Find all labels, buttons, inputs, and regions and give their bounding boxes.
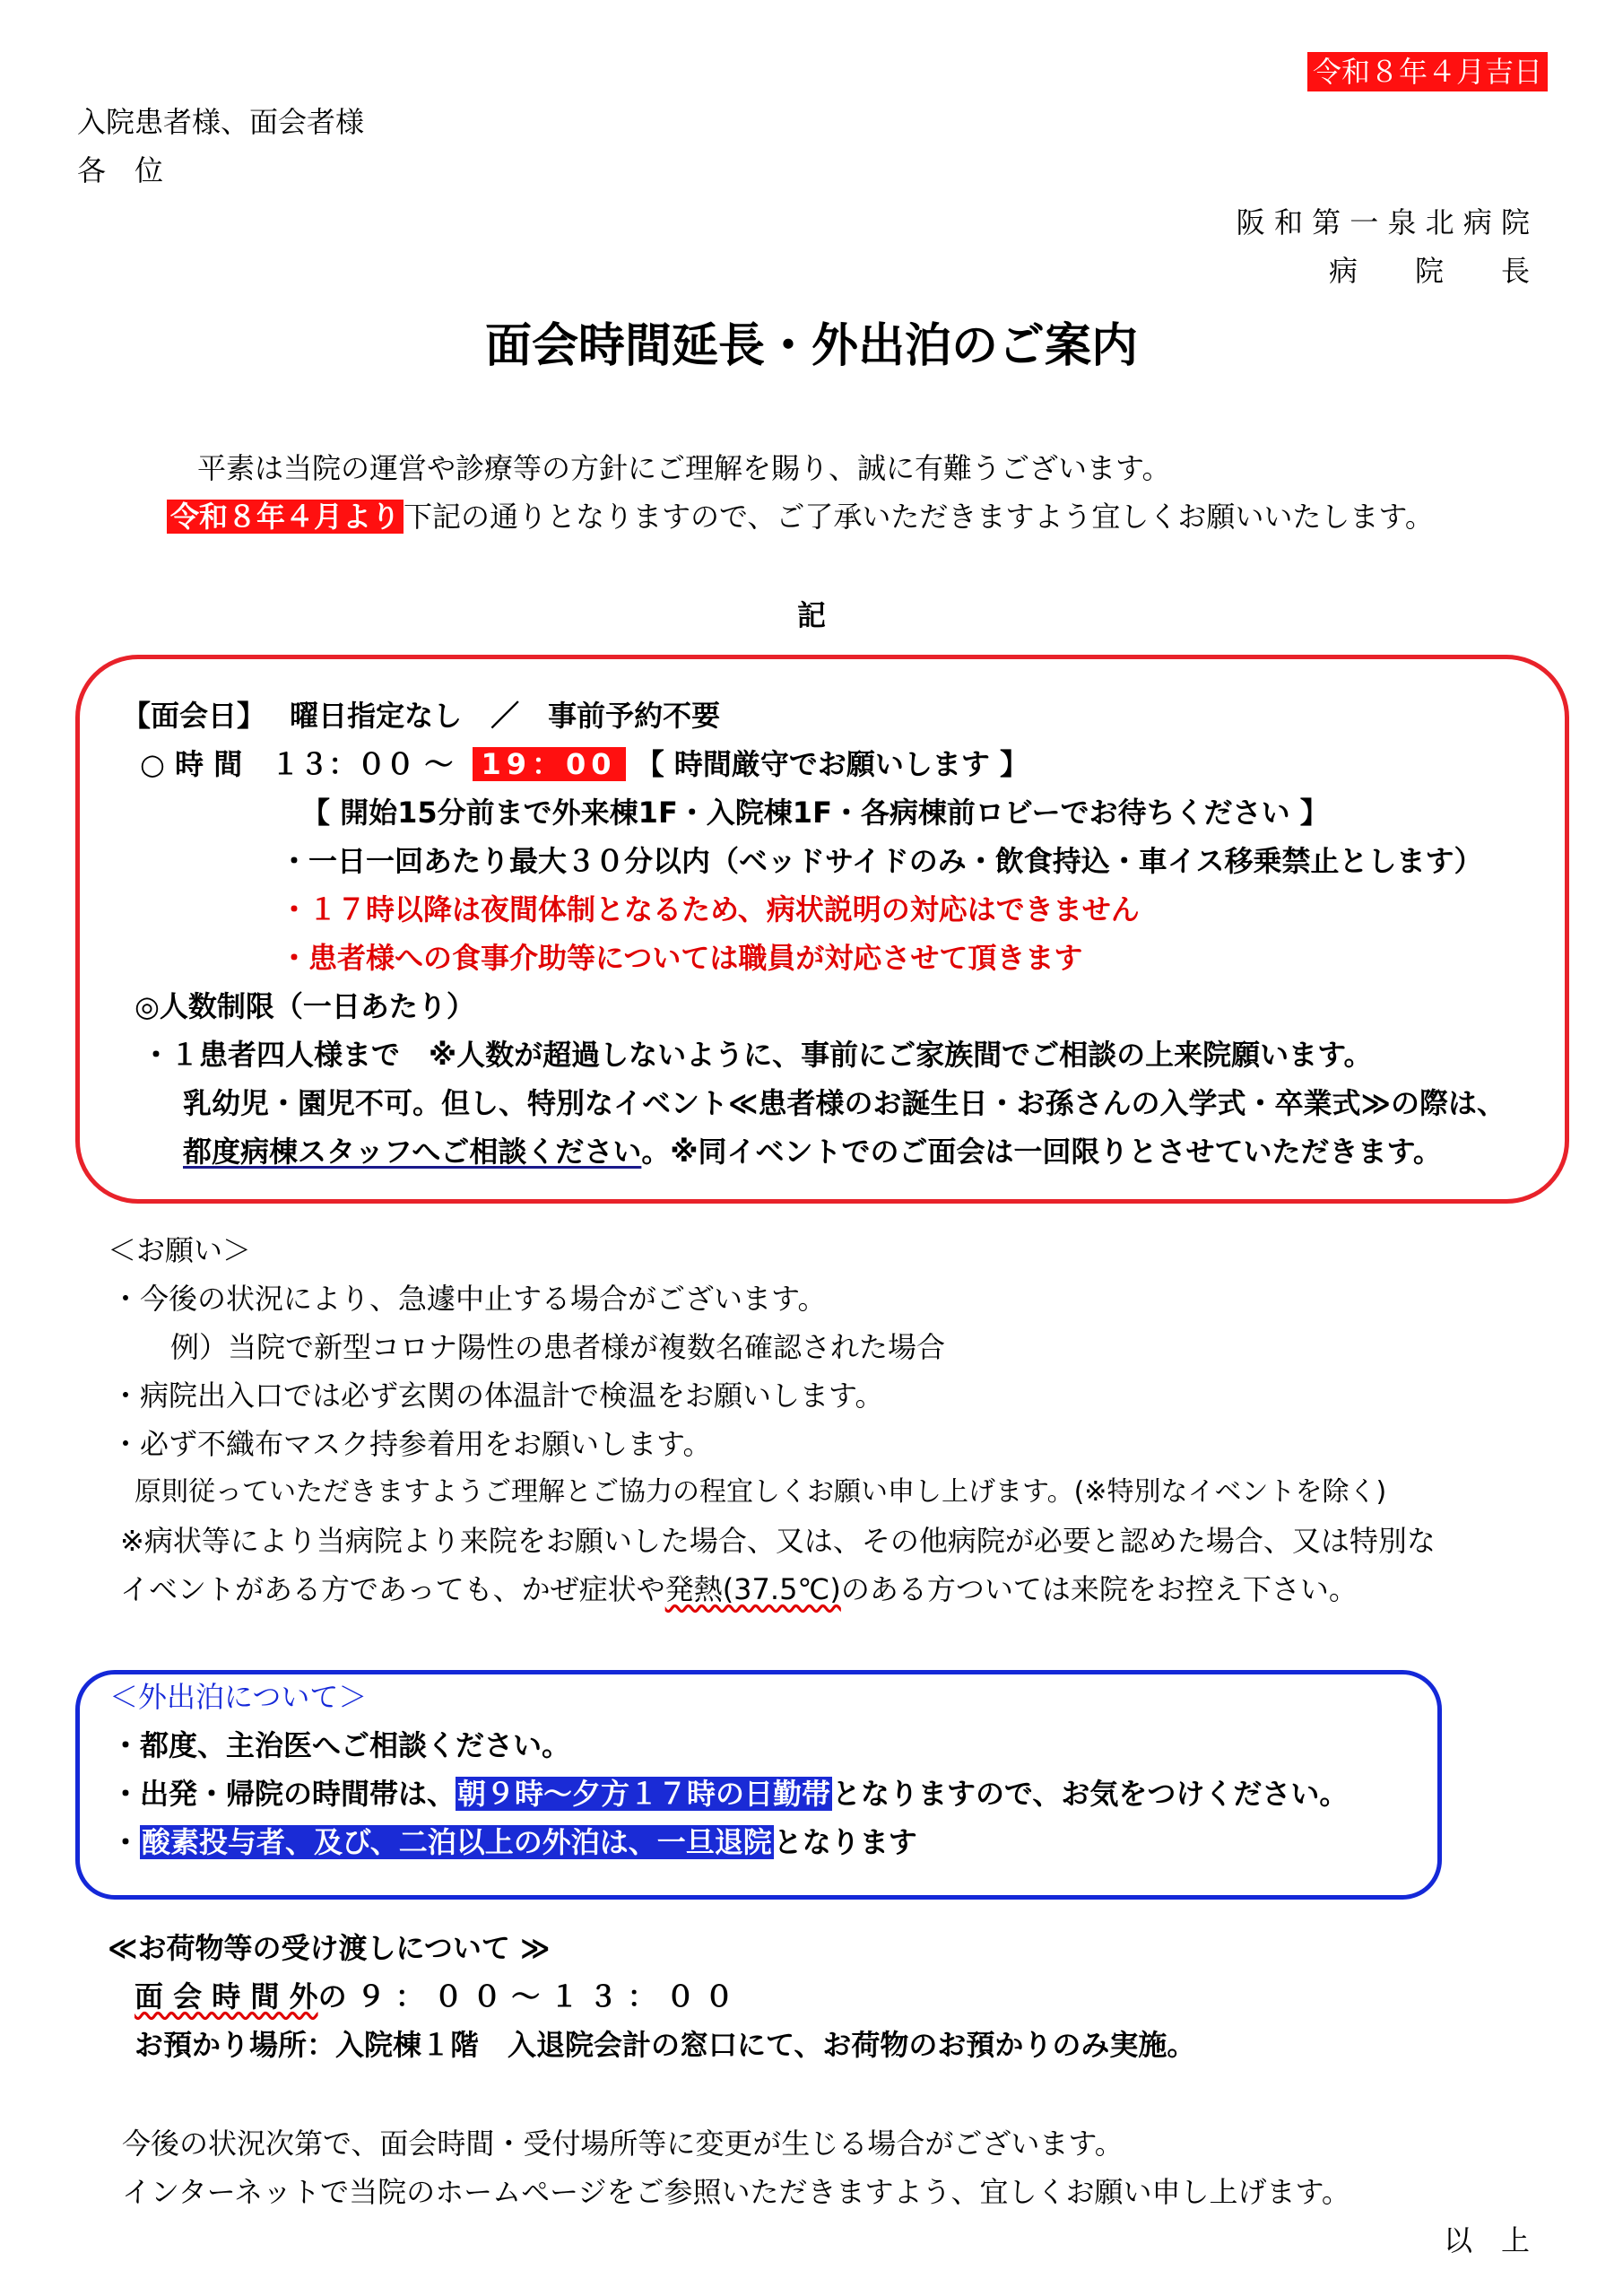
outing-line-1: ・都度、主治医へご相談ください。 — [111, 1728, 571, 1762]
requests-line-3: ・病院出入口では必ず玄関の体温計で検温をお願いします。 — [111, 1378, 884, 1413]
visitor-limit-1: ・１患者四人様まで ※人数が超過しないように、事前にご家族間でご相談の上来院願います。 — [142, 1038, 1373, 1072]
parcel-time-range: の ９ ： ０ ０ ～ １ ３ ： ０ ０ — [317, 1979, 733, 2013]
outing-line-3-pre: ・ — [111, 1825, 141, 1859]
intro-line-2-text: 下記の通りとなりますので、ご了承いただきますよう宜しくお願いいたします。 — [404, 500, 1434, 534]
visit-time-row — [140, 746, 1028, 782]
outing-line-3 — [111, 1824, 917, 1860]
recipient-line-1: 入院患者様、面会者様 — [77, 105, 365, 139]
ki-mark: 記 — [796, 598, 826, 632]
visitor-limit-2: 乳幼児・園児不可。但し、特別なイベント≪患者様のお誕生日・お孫さんの入学式・卒業式≫の際は、 — [183, 1086, 1506, 1120]
parcel-time — [135, 1979, 733, 2014]
intro-date-highlight: 令和８年４月より — [167, 500, 404, 534]
requests-line-2: 例）当院で新型コロナ陽性の患者様が複数名確認された場合 — [170, 1330, 946, 1364]
requests-line-7-pre: イベントがある方であっても、かぜ症状や — [120, 1572, 665, 1606]
visit-days: 【面会日】 曜日指定なし ／ 事前予約不要 — [122, 699, 721, 733]
closing-line-1: 今後の状況次第で、面会時間・受付場所等に変更が生じる場合がございます。 — [122, 2126, 1124, 2161]
visitor-limit-3 — [183, 1134, 1442, 1170]
visit-time-start: ○ 時 間 １３：００ ～ — [140, 747, 454, 781]
visit-bullet-meal: ・患者様への食事介助等については職員が対応させて頂きます — [280, 941, 1083, 975]
outing-heading: ＜外出泊について＞ — [109, 1680, 368, 1714]
visit-bullet-duration: ・一日一回あたり最大３０分以内（ベッドサイドのみ・飲食持込・車イス移乗禁止とします） — [280, 844, 1483, 878]
requests-line-5: 原則従っていただきますようご理解とご協力の程宜しくお願い申し上げます。(※特別なイベントを除く) — [135, 1476, 1387, 1508]
outing-line-2-pre: ・出発・帰院の時間帯は、 — [111, 1777, 456, 1811]
requests-line-7 — [120, 1571, 1358, 1607]
visit-rules-box — [75, 655, 1569, 1204]
parcel-heading: ≪お荷物等の受け渡しについて ≫ — [108, 1931, 551, 1965]
intro-line-1: 平素は当院の運営や診療等の方針にご理解を賜り、誠に有難うございます。 — [197, 451, 1171, 485]
visit-wait-note: 【 開始15分前まで外来棟1F・入院棟1F・各病棟前ロビーでお待ちください 】 — [301, 796, 1329, 830]
requests-line-6: ※病状等により当病院より来院をお願いした場合、又は、その他病院が必要と認めた場合、又は特別な — [120, 1524, 1436, 1558]
closing-line-2: インターネットで当院のホームページをご参照いただきますよう、宜しくお願い申し上げます。 — [122, 2175, 1350, 2209]
intro-line-2 — [167, 499, 1434, 535]
sender-director: 病 院 長 — [1328, 254, 1530, 288]
fever-threshold: 発熱(37.5℃) — [664, 1572, 841, 1606]
recipient-line-2: 各 位 — [77, 153, 164, 187]
visitor-limit-heading: ◎人数制限（一日あたり） — [135, 989, 475, 1023]
outing-hours-highlight: 朝９時～夕方１７時の日勤帯 — [457, 1777, 831, 1811]
parcel-time-underlined: 面 会 時 間 外 — [135, 1979, 318, 2013]
requests-heading: ＜お願い＞ — [108, 1233, 252, 1267]
visit-time-end: 19：00 — [473, 747, 626, 781]
visit-bullet-night: ・１７時以降は夜間体制となるため、病状説明の対応はできません — [280, 892, 1140, 926]
visitor-limit-3-text: 。※同イベントでのご面会は一回限りとさせていただきます。 — [641, 1135, 1442, 1169]
sender-hospital: 阪 和 第 一 泉 北 病 院 — [1236, 205, 1530, 239]
parcel-place: お預かり場所：入院棟１階 入退院会計の窓口にて、お荷物のお預かりのみ実施。 — [135, 2028, 1196, 2062]
visit-time-note: 【 時間厳守でお願いします 】 — [635, 747, 1029, 781]
requests-line-4: ・必ず不織布マスク持参着用をお願いします。 — [111, 1427, 712, 1461]
date-badge: 令和８年４月吉日 — [1307, 52, 1548, 91]
closing-end: 以 上 — [1443, 2223, 1530, 2257]
visitor-limit-3-underlined: 都度病棟スタッフへご相談ください — [183, 1135, 642, 1169]
page-title: 面会時間延長・外出泊のご案内 — [484, 319, 1138, 373]
requests-line-1: ・今後の状況により、急遽中止する場合がございます。 — [111, 1282, 827, 1316]
requests-line-7-post: のある方ついては来院をお控え下さい。 — [840, 1572, 1358, 1606]
outing-line-3-post: となります — [773, 1825, 917, 1859]
outing-line-2 — [111, 1776, 1348, 1812]
outing-line-2-post: となりますので、お気をつけください。 — [832, 1777, 1349, 1811]
outing-discharge-highlight: 酸素投与者、及び、二泊以上の外泊は、一旦退院 — [142, 1825, 772, 1859]
